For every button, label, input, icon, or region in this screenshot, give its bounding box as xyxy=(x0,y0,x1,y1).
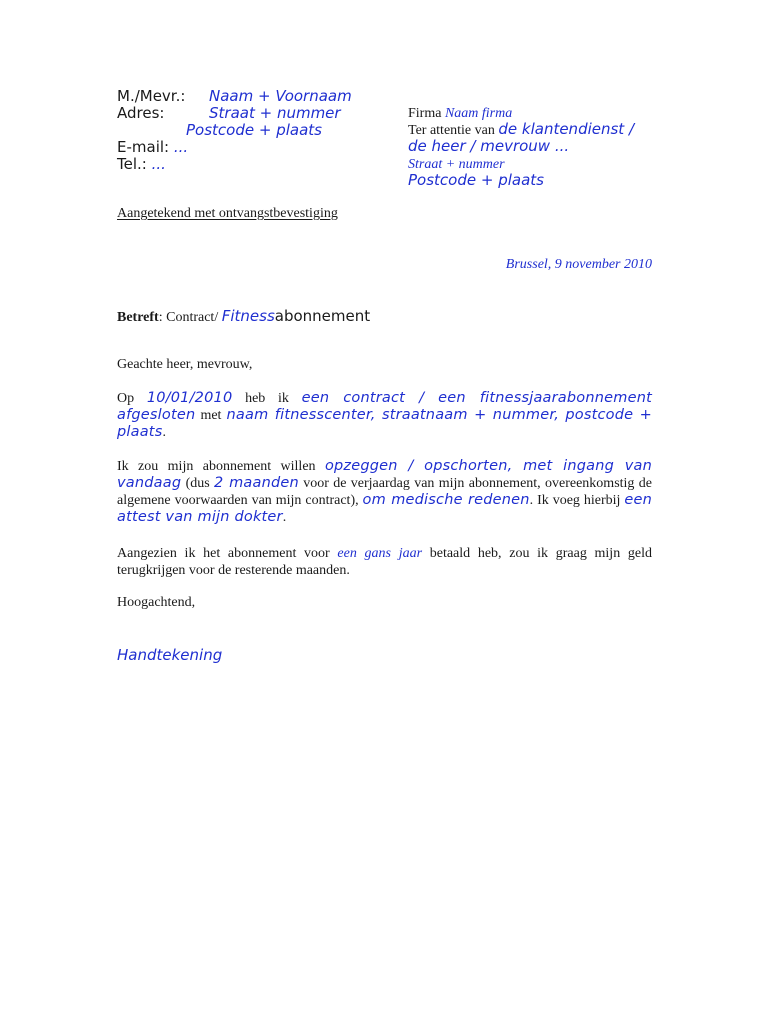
sender-phone-label: Tel.: xyxy=(117,155,147,173)
recipient-attention-label: Ter attentie van xyxy=(408,123,495,138)
sender-name-line xyxy=(117,88,352,105)
recipient-attention-value-2: de heer / mevrouw ... xyxy=(408,137,570,155)
recipient-attention-value-1: de klantendienst / xyxy=(498,120,635,138)
paragraph-1-date: 10/01/2010 xyxy=(146,390,233,406)
sender-email-label: E-mail: xyxy=(117,138,170,156)
paragraph-3-text: Aangezien ik het abonnement voor xyxy=(117,546,338,561)
sender-phone-line xyxy=(117,156,166,173)
paragraph-2-action: opzeggen / opschorten, met ingang van vandaag xyxy=(117,458,652,491)
paragraph-1-text: Op xyxy=(117,391,147,406)
subject-rest: abonnement xyxy=(274,307,371,325)
paragraph-1-center: naam fitnesscenter, straatnaam + nummer, postcode + plaats xyxy=(117,407,652,440)
paragraph-2-months: 2 maanden xyxy=(214,475,299,491)
paragraph-1-text: heb ik xyxy=(232,391,302,406)
sender-address-label: Adres: xyxy=(117,104,165,122)
sender-address-line xyxy=(117,105,341,122)
recipient-firm-line xyxy=(408,105,512,122)
paragraph-2-text: (dus xyxy=(181,476,215,491)
sender-email-line xyxy=(117,139,188,156)
registered-mail-note: Aangetekend met ontvangstbevestiging xyxy=(117,206,338,221)
subject-label: Betreft xyxy=(117,310,159,325)
paragraph-2-text: . Ik voeg hierbij xyxy=(529,493,625,508)
paragraph-2-text: . xyxy=(282,510,287,525)
sender-address-postcode: Postcode + plaats xyxy=(186,121,322,139)
sender-email-value: ... xyxy=(173,138,189,156)
paragraph-2-text: voor de verjaardag van mijn abonnement, overeenkomstig de algemene voorwaarden van mijn contract), xyxy=(117,476,652,508)
paragraph-1 xyxy=(117,390,652,441)
paragraph-1-text: met xyxy=(195,408,227,423)
recipient-firm-value: Naam firma xyxy=(444,106,513,121)
signature: Handtekening xyxy=(117,646,223,664)
subject-highlight: Fitness xyxy=(221,307,275,325)
paragraph-3-text: betaald heb, zou ik graag mijn geld terugkrijgen voor de resterende maanden. xyxy=(117,546,652,578)
closing: Hoogachtend, xyxy=(117,595,196,610)
greeting: Geachte heer, mevrouw, xyxy=(117,357,253,372)
sender-name-label: M./Mevr.: xyxy=(117,87,186,105)
paragraph-3 xyxy=(117,545,652,579)
paragraph-2-attachment: een attest van mijn dokter xyxy=(117,492,652,525)
sender-address-street: Straat + nummer xyxy=(209,104,341,122)
recipient-firm-label: Firma xyxy=(408,106,442,121)
paragraph-3-period: een gans jaar xyxy=(337,546,423,561)
sender-name-value: Naam + Voornaam xyxy=(209,87,352,105)
paragraph-2-reason: om medische redenen xyxy=(362,492,530,508)
subject-line xyxy=(117,307,370,326)
recipient-postcode: Postcode + plaats xyxy=(408,171,544,189)
date-line: Brussel, 9 november 2010 xyxy=(505,257,652,272)
paragraph-2 xyxy=(117,458,652,526)
paragraph-1-contract: een contract / een fitnessjaarabonnement afgesloten xyxy=(117,390,652,423)
recipient-street: Straat + nummer xyxy=(408,157,505,172)
sender-phone-value: ... xyxy=(151,155,166,173)
paragraph-1-text: . xyxy=(162,425,166,440)
paragraph-2-text: Ik zou mijn abonnement willen xyxy=(117,459,325,474)
subject-text: : Contract/ xyxy=(158,310,222,325)
